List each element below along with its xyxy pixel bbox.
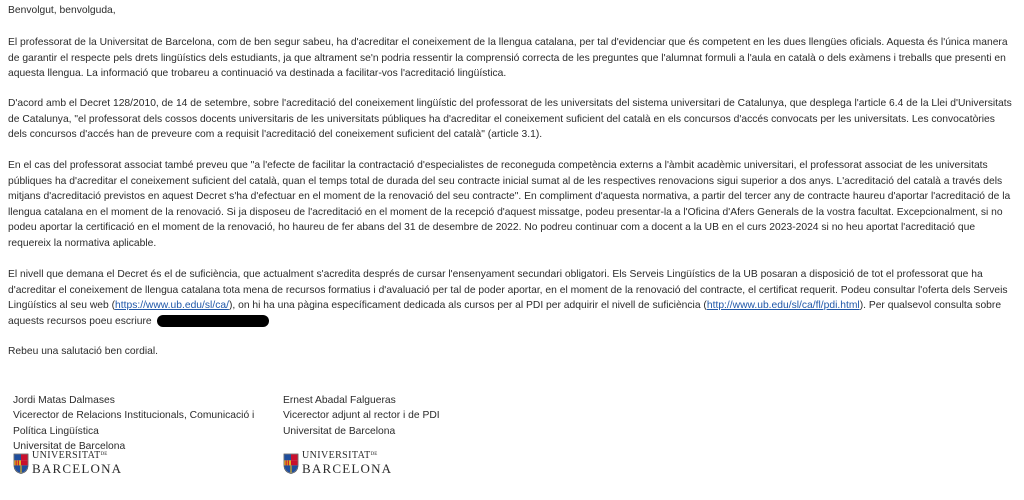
paragraph-level-text-3: ). Per qualsevol consulta sobre aquests recursos poeu escriure	[8, 300, 1002, 327]
paragraph-level-text-1: El nivell que demana el Decret és el de suficiència, que actualment s'acredita després de cursar l'ensenyament secundari obligatori. Els Serveis Lingüístics de la UB posaran a disposició de tot el professorat que ha d'acreditar el coneixement de llengua catalana tota mena de recursos formatius i d'avaluació per tal de poder aportar, en el moment de la renovació del contracte, el certificat requerit. Podeu consultar l'oferta dels Serveis Lingüístics al seu web (	[8, 269, 1008, 312]
paragraph-associate: En el cas del professorat associat també preveu que "a l'efecte de facilitar la contractació d'especialistes de reconeguda competència externs a l'àmbit acadèmic universitari, el professorat associat de les universitats públiques ha d'acreditar el coneixement suficient del català, quan el temps total de durada del seu contracte inicial sumat al de les respectives renovacions sigui superior a dos anys. L'acreditació del català a través dels mitjans d'acreditació previstos en aquest Decret s'ha d'efectuar en el moment de la renovació del seu contracte". En compliment d'aquesta normativa, a partir del tercer any de contracte haureu d'aportar l'acreditació de la llengua catalana en el moment de la renovació. Si ja disposeu de l'acreditació en el moment de la recepció d'aquest missatge, podeu presentar-la a l'Oficina d'Afers Generals de la vostra facultat. Excepcionalment, si no podeu aportar la certificació en el moment de la renovació, ho haureu de fer abans del 31 de desembre de 2022. No podreu continuar com a docent a la UB en el curs 2023-2024 si no heu aportat l'acreditació que requereix la normativa aplicable.	[8, 160, 1011, 249]
ub-logo	[283, 451, 392, 475]
paragraph-decree: D'acord amb el Decret 128/2010, de 14 de setembre, sobre l'acreditació del coneixement lingüístic del professorat de les universitats del sistema universitari de Catalunya, que desplega l'article 6.4 de la Llei d'Universitats de Catalunya, "el professorat dels cossos docents universitaris de les universitats públiques ha d'acreditar el coneixement suficient del català en els concursos d'accés convocats per les universitats. Les convocatòries dels concursos d'accés han de preveure com a requisit l'acreditació del coneixement suficient del català" (article 3.1).	[8, 98, 1012, 141]
signature-title: Política Lingüística	[13, 425, 99, 437]
signature-name: Jordi Matas Dalmases	[13, 395, 115, 406]
ub-shield-icon	[13, 453, 29, 474]
signature-org: Universitat de Barcelona	[13, 441, 126, 453]
paragraph-level	[8, 267, 1016, 329]
closing: Rebeu una salutació ben cordial.	[8, 346, 158, 357]
logo-text-suffix: DE	[100, 452, 108, 457]
signature-name: Ernest Abadal Falgueras	[283, 395, 396, 406]
logo-text-bottom: BARCELONA	[302, 461, 393, 476]
signature-left	[13, 393, 273, 455]
ub-logo	[13, 451, 122, 475]
paragraph-level-text-2: ), on hi ha una pàgina específicament dedicada als cursos per al PDI per adquirir el nivell de suficiència (	[228, 300, 707, 312]
logo-text-suffix: DE	[370, 452, 378, 457]
redacted-email	[157, 315, 269, 327]
logo-text-bottom: BARCELONA	[32, 461, 123, 476]
link-serveis-linguistics[interactable]: https://www.ub.edu/sl/ca/	[115, 300, 229, 312]
paragraph-intro: El professorat de la Universitat de Barcelona, com de ben segur sabeu, ha d'acreditar el coneixement de la llengua catalana, per tal d'evidenciar que és competent en les dues llengües oficials. Aquesta és l'única manera de garantir el respecte pels drets lingüístics dels estudiants, ja que altrament se'n podria ressentir la comprensió correcta de les preguntes que l'alumnat formuli a l'aula en català o dels exàmens i treballs que presenti en aquesta llengua. La informació que trobareu a continuació va destinada a facilitar-vos l'acreditació lingüística.	[8, 37, 1008, 80]
logo-text-top: UNIVERSITAT	[32, 450, 101, 461]
signature-right	[283, 393, 543, 439]
signature-org: Universitat de Barcelona	[283, 425, 396, 437]
ub-shield-icon	[283, 453, 299, 474]
signature-title: Vicerector adjunt al rector i de PDI	[283, 410, 440, 422]
signature-title: Vicerector de Relacions Institucionals, Comunicació i	[13, 410, 255, 422]
link-pdi-courses[interactable]: http://www.ub.edu/sl/ca/fl/pdi.html	[706, 300, 860, 312]
logo-text-top: UNIVERSITAT	[302, 450, 371, 461]
greeting: Benvolgut, benvolguda,	[8, 5, 116, 16]
